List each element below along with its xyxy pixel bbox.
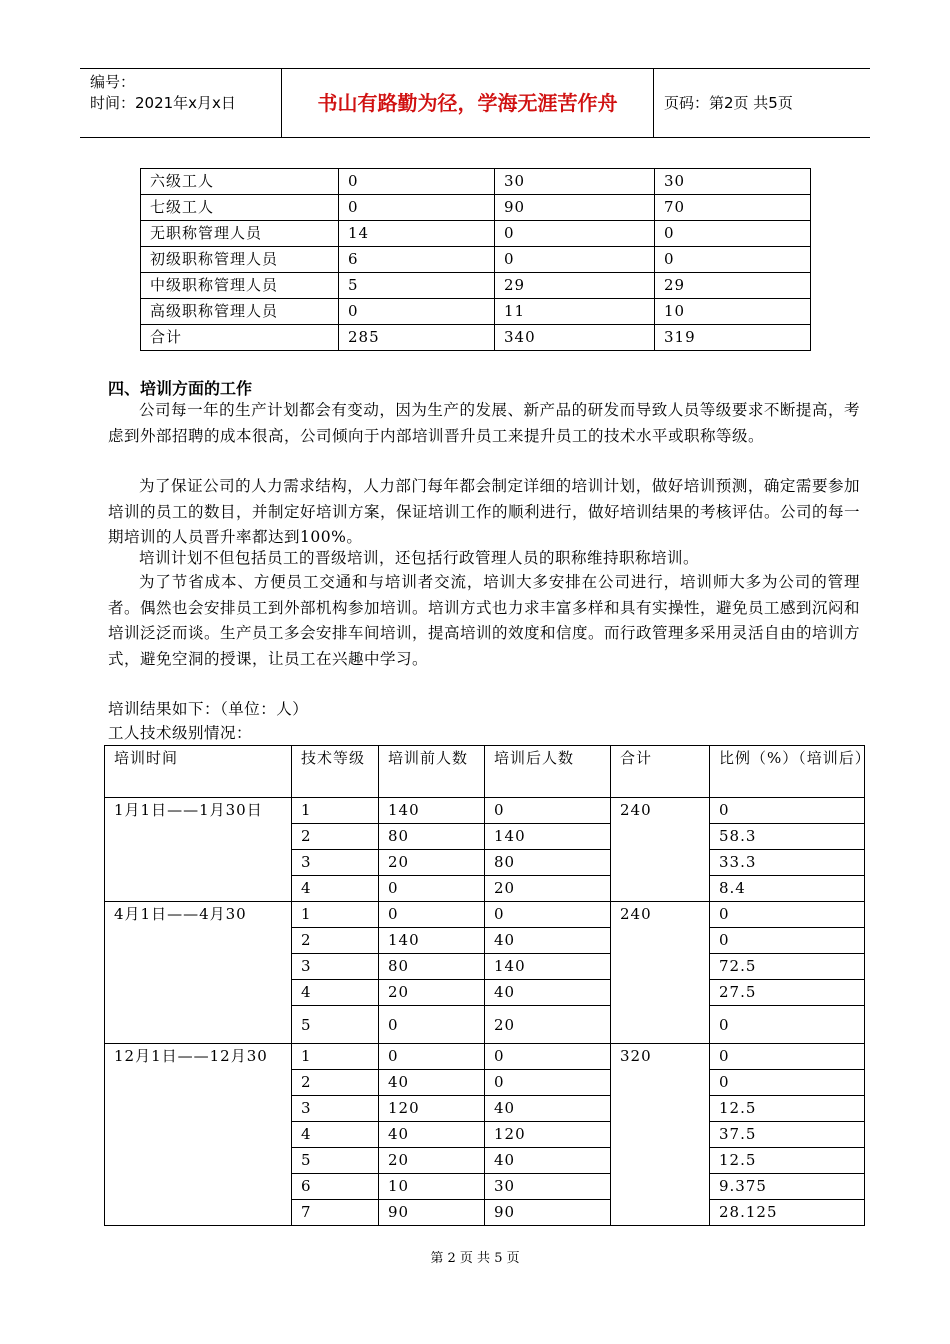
ratio-cell: 27.5 — [710, 980, 865, 1006]
table-cell: 七级工人 — [141, 195, 339, 221]
table-cell: 80 — [379, 954, 485, 980]
total-cell: 240 — [611, 902, 710, 1044]
table-row — [105, 798, 865, 824]
table-cell: 90 — [495, 195, 655, 221]
table-row — [141, 169, 811, 195]
page-header — [80, 68, 870, 138]
table-cell: 40 — [485, 980, 611, 1006]
table-cell: 140 — [485, 824, 611, 850]
table-cell: 0 — [485, 1044, 611, 1070]
table-cell: 5 — [292, 1006, 379, 1044]
table-cell: 3 — [292, 1096, 379, 1122]
training-result-table — [104, 745, 871, 1226]
ratio-cell: 58.3 — [710, 824, 865, 850]
ratio-cell: 28.125 — [710, 1200, 865, 1226]
table-cell: 0 — [379, 1006, 485, 1044]
result-line: 培训结果如下：（单位：人） — [108, 700, 309, 718]
table-cell: 4 — [292, 980, 379, 1006]
table-cell: 0 — [655, 247, 811, 273]
table-row — [141, 247, 811, 273]
total-cell: 320 — [611, 1044, 710, 1226]
ratio-cell: 0 — [710, 798, 865, 824]
header-page-info: 页码：第2页 共5页 — [664, 94, 793, 112]
table-cell: 0 — [339, 299, 495, 325]
ratio-cell: 9.375 — [710, 1174, 865, 1200]
table-cell: 30 — [485, 1174, 611, 1200]
table-cell: 7 — [292, 1200, 379, 1226]
table-row — [141, 299, 811, 325]
table-cell: 0 — [379, 1044, 485, 1070]
table-cell: 20 — [379, 980, 485, 1006]
table-cell: 1 — [292, 902, 379, 928]
table-row — [141, 221, 811, 247]
table-cell: 20 — [379, 850, 485, 876]
table-cell: 120 — [485, 1122, 611, 1148]
page-footer: 第 2 页 共 5 页 — [430, 1251, 520, 1266]
table-cell: 初级职称管理人员 — [141, 247, 339, 273]
table-caption: 工人技术级别情况： — [108, 724, 253, 742]
table-cell: 0 — [485, 798, 611, 824]
table-cell: 2 — [292, 928, 379, 954]
table-cell: 六级工人 — [141, 169, 339, 195]
table-cell: 5 — [339, 273, 495, 299]
table-cell: 6 — [339, 247, 495, 273]
ratio-cell: 0 — [710, 1006, 865, 1044]
ratio-cell: 0 — [710, 1044, 865, 1070]
table-cell: 10 — [379, 1174, 485, 1200]
table-cell: 2 — [292, 824, 379, 850]
table-cell: 120 — [379, 1096, 485, 1122]
section-title: 四、培训方面的工作 — [108, 379, 253, 398]
table-cell: 40 — [485, 928, 611, 954]
column-header: 培训前人数 — [379, 746, 485, 798]
header-motto: 书山有路勤为径，学海无涯苦作舟 — [282, 69, 654, 137]
table-cell: 30 — [495, 169, 655, 195]
table-cell: 0 — [495, 247, 655, 273]
table-cell: 0 — [379, 876, 485, 902]
ratio-cell: 0 — [710, 1070, 865, 1096]
table-cell: 0 — [339, 169, 495, 195]
ratio-cell: 33.3 — [710, 850, 865, 876]
paragraph-1: 公司每一年的生产计划都会有变动，因为生产的发展、新产品的研发而导致人员等级要求不断提高，考虑到外部招聘的成本很高，公司倾向于内部培训晋升员工来提升员工的技术水平或职称等级。 — [108, 401, 860, 445]
table-cell: 20 — [379, 1148, 485, 1174]
ratio-cell: 8.4 — [710, 876, 865, 902]
ratio-cell: 72.5 — [710, 954, 865, 980]
table-cell: 中级职称管理人员 — [141, 273, 339, 299]
table-cell: 0 — [379, 902, 485, 928]
table-cell: 3 — [292, 850, 379, 876]
date-label: 时间：2021年x月x日 — [90, 94, 236, 112]
ratio-cell: 0 — [710, 928, 865, 954]
column-header: 合计 — [611, 746, 710, 798]
total-cell: 240 — [611, 798, 710, 902]
table-row — [141, 273, 811, 299]
table-cell: 0 — [485, 1070, 611, 1096]
table-cell: 6 — [292, 1174, 379, 1200]
table-cell: 140 — [379, 798, 485, 824]
table-cell: 3 — [292, 954, 379, 980]
column-header: 培训时间 — [105, 746, 292, 798]
ratio-cell: 0 — [710, 902, 865, 928]
code-label: 编号： — [90, 73, 136, 91]
table-cell: 0 — [339, 195, 495, 221]
table-cell: 20 — [485, 1006, 611, 1044]
table-cell: 4 — [292, 1122, 379, 1148]
table-cell: 285 — [339, 325, 495, 351]
paragraph-4: 为了节省成本、方便员工交通和与培训者交流，培训大多安排在公司进行，培训师大多为公司的管理者。偶然也会安排员工到外部机构参加培训。培训方式也力求丰富多样和具有实操性，避免员工感到沉闷和培训泛泛而谈。生产员工多会安排车间培训，提高培训的效度和信度。而行政管理多采用灵活自由的培训方式，避免空洞的授课，让员工在兴趣中学习。 — [108, 573, 861, 668]
table-cell: 2 — [292, 1070, 379, 1096]
staff-level-table — [140, 168, 811, 351]
column-header: 技术等级 — [292, 746, 379, 798]
column-header: 比例（%）（培训后） — [710, 746, 865, 798]
table-cell: 340 — [495, 325, 655, 351]
ratio-cell: 12.5 — [710, 1148, 865, 1174]
table-cell: 40 — [379, 1070, 485, 1096]
table-row — [141, 195, 811, 221]
table-cell: 40 — [485, 1096, 611, 1122]
table-cell: 0 — [485, 902, 611, 928]
table-cell: 0 — [495, 221, 655, 247]
table-cell: 319 — [655, 325, 811, 351]
table-cell: 90 — [379, 1200, 485, 1226]
table-cell: 30 — [655, 169, 811, 195]
table-cell: 合计 — [141, 325, 339, 351]
table-cell: 29 — [495, 273, 655, 299]
table-header-row — [105, 746, 865, 798]
table-cell: 5 — [292, 1148, 379, 1174]
period-cell: 1月1日——1月30日 — [105, 798, 292, 902]
table-cell: 14 — [339, 221, 495, 247]
table-cell: 1 — [292, 1044, 379, 1070]
table-row — [105, 902, 865, 928]
table-cell: 4 — [292, 876, 379, 902]
table-cell: 高级职称管理人员 — [141, 299, 339, 325]
table-row — [141, 325, 811, 351]
table-cell: 10 — [655, 299, 811, 325]
header-meta — [80, 69, 282, 137]
table-cell: 80 — [485, 850, 611, 876]
table-cell: 40 — [379, 1122, 485, 1148]
table-cell: 0 — [655, 221, 811, 247]
table-cell: 20 — [485, 876, 611, 902]
table-cell: 无职称管理人员 — [141, 221, 339, 247]
table-cell: 70 — [655, 195, 811, 221]
table-cell: 90 — [485, 1200, 611, 1226]
paragraph-3: 培训计划不但包括员工的晋级培训，还包括行政管理人员的职称维持职称培训。 — [139, 549, 700, 567]
table-cell: 29 — [655, 273, 811, 299]
table-cell: 140 — [379, 928, 485, 954]
ratio-cell: 12.5 — [710, 1096, 865, 1122]
period-cell: 4月1日——4月30 — [105, 902, 292, 1044]
paragraph-2: 为了保证公司的人力需求结构，人力部门每年都会制定详细的培训计划，做好培训预测，确定需要参加培训的员工的数目，并制定好培训方案，保证培训工作的顺利进行，做好培训结果的考核评估。公司的每一期培训的人员晋升率都达到100%。 — [108, 477, 861, 547]
table-cell: 40 — [485, 1148, 611, 1174]
table-cell: 80 — [379, 824, 485, 850]
table-cell: 1 — [292, 798, 379, 824]
table-row — [105, 1044, 865, 1070]
period-cell: 12月1日——12月30 — [105, 1044, 292, 1226]
ratio-cell: 37.5 — [710, 1122, 865, 1148]
column-header: 培训后人数 — [485, 746, 611, 798]
table-cell: 11 — [495, 299, 655, 325]
table-cell: 140 — [485, 954, 611, 980]
